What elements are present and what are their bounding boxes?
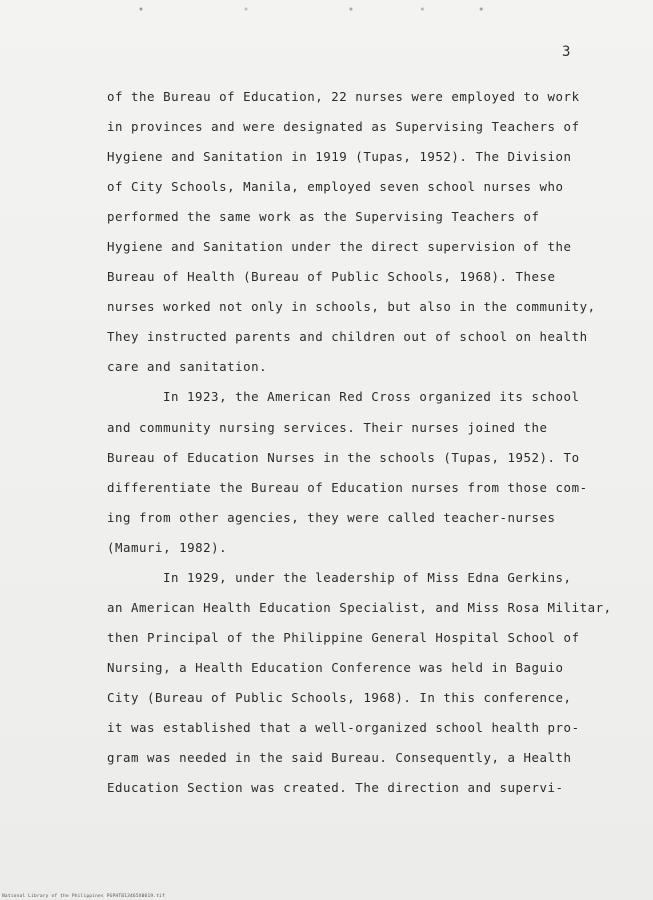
text-line: of the Bureau of Education, 22 nurses were employed to work (107, 89, 580, 104)
text-line: then Principal of the Philippine General Hospital School of (107, 629, 580, 645)
body-text (107, 86, 612, 807)
text-line: differentiate the Bureau of Education nurses from those com- (107, 479, 588, 495)
page-number: 3 (562, 44, 571, 60)
text-line: In 1929, under the leadership of Miss Edna Gerkins, (163, 569, 572, 585)
text-line: They instructed parents and children out of school on health (107, 329, 588, 345)
text-line: in provinces and were designated as Supervising Teachers of (107, 119, 580, 135)
text-line: In 1923, the American Red Cross organized its school (163, 389, 580, 405)
text-line: nurses worked not only in schools, but also in the community, (107, 299, 596, 315)
text-line: and community nursing services. Their nurses joined the (107, 419, 548, 435)
scan-footer: National Library of the Philippines PGPHTB13465X0019.tif (2, 894, 165, 899)
text-line: Hygiene and Sanitation under the direct supervision of the (107, 239, 572, 255)
text-line: Bureau of Health (Bureau of Public Schools, 1968). These (107, 269, 556, 285)
text-line: care and sanitation. (107, 359, 268, 375)
text-line: gram was needed in the said Bureau. Consequently, a Health (107, 750, 572, 766)
text-line: Nursing, a Health Education Conference was held in Baguio (107, 659, 564, 675)
text-line: ing from other agencies, they were called teacher-nurses (107, 509, 556, 525)
text-line: of City Schools, Manila, employed seven school nurses who (107, 179, 564, 195)
text-line: Education Section was created. The direction and supervi- (107, 780, 564, 796)
text-line: City (Bureau of Public Schools, 1968). In this conference, (107, 689, 572, 705)
scan-artifacts (120, 4, 540, 14)
text-line: an American Health Education Specialist, and Miss Rosa Militar, (107, 599, 612, 615)
text-line: it was established that a well-organized school health pro- (107, 719, 580, 735)
text-line: Hygiene and Sanitation in 1919 (Tupas, 1952). The Division (107, 149, 572, 165)
text-line: performed the same work as the Supervising Teachers of (107, 209, 540, 225)
text-line: Bureau of Education Nurses in the schools (Tupas, 1952). To (107, 449, 580, 465)
text-line: (Mamuri, 1982). (107, 539, 228, 555)
